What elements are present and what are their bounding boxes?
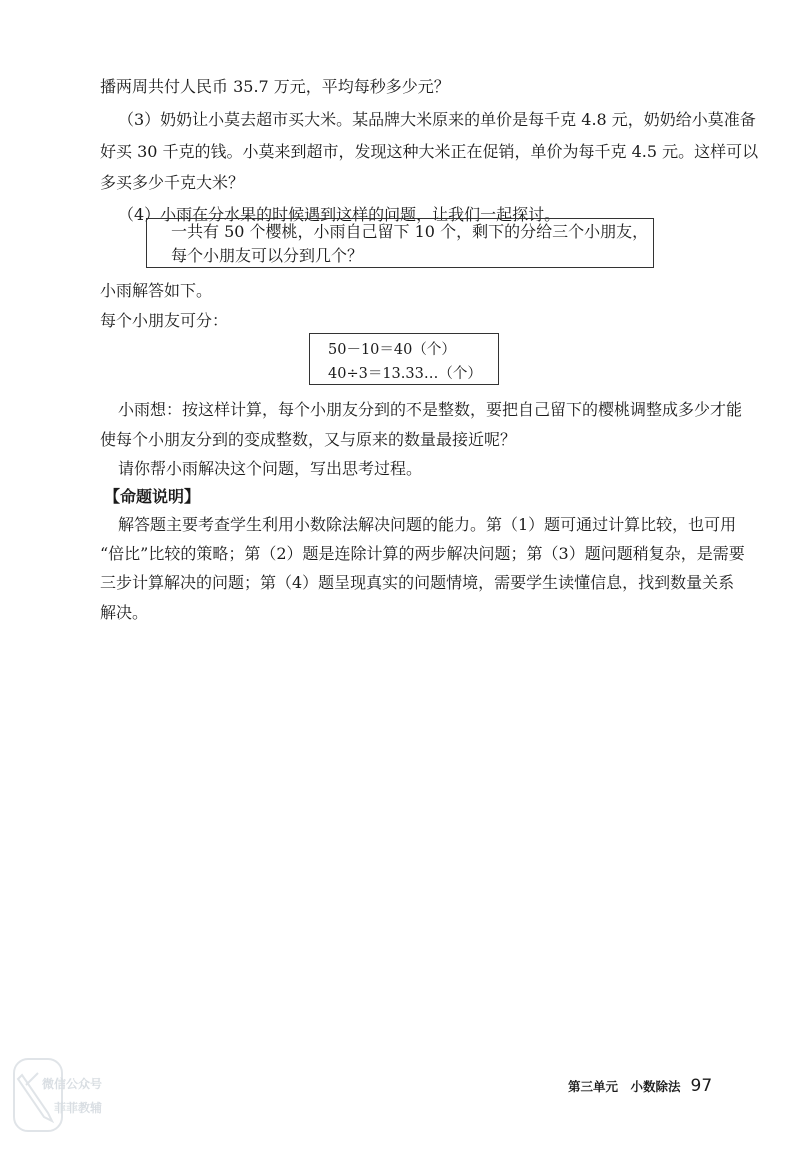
section-heading: 【命题说明】 (104, 487, 201, 506)
paragraph-line: 使每个小朋友分到的变成整数，又与原来的数量最接近呢？ (100, 430, 517, 449)
calculation-line: 40÷3＝13.33…（个） (328, 366, 482, 382)
paragraph-line: 请你帮小雨解决这个问题，写出思考过程。 (118, 459, 423, 478)
paragraph-line: （3）奶奶让小莫去超市买大米。某品牌大米原来的单价是每千克 4.8 元，奶奶给小莫准备 (118, 110, 756, 129)
pencil-icon (8, 1055, 68, 1135)
paragraph-line: 小雨想：按这样计算，每个小朋友分到的不是整数，要把自己留下的樱桃调整成多少才能 (118, 400, 743, 419)
watermark-line: 菲菲教辅 (54, 1101, 103, 1115)
paragraph-line: 播两周共付人民币 35.7 万元，平均每秒多少元？ (100, 77, 450, 96)
watermark-line: 微信公众号 (42, 1077, 103, 1091)
explanation-line: 解决。 (100, 603, 149, 622)
paragraph-line: 好买 30 千克的钱。小莫来到超市，发现这种大米正在促销，单价为每千克 4.5 元。这样可以 (100, 142, 759, 161)
explanation-line: 三步计算解决的问题；第（4）题呈现真实的问题情境，需要学生读懂信息，找到数量关系 (100, 573, 735, 592)
calculation-box (309, 333, 499, 385)
watermark (8, 1055, 148, 1135)
explanation-line: 解答题主要考查学生利用小数除法解决问题的能力。第（1）题可通过计算比较，也可用 (118, 515, 737, 534)
problem-box (146, 218, 654, 268)
problem-line: 每个小朋友可以分到几个？ (171, 246, 364, 265)
explanation-line: “倍比”比较的策略；第（2）题是连除计算的两步解决问题；第（3）题问题稍复杂，是需要 (100, 544, 745, 563)
problem-line: 一共有 50 个樱桃，小雨自己留下 10 个，剩下的分给三个小朋友， (171, 222, 649, 241)
page-number: 97 (690, 1076, 713, 1096)
paragraph-line: （4）小雨在分水果的时候遇到这样的问题，让我们一起探讨。 (118, 205, 561, 224)
answer-intro-line: 每个小朋友可分： (100, 311, 229, 330)
unit-title: 第三单元 小数除法 (568, 1079, 681, 1094)
paragraph-line: 多买多少千克大米？ (100, 173, 245, 192)
calculation-line: 50－10＝40（个） (328, 342, 456, 358)
page-footer (568, 1076, 712, 1096)
answer-intro-line: 小雨解答如下。 (100, 281, 213, 300)
